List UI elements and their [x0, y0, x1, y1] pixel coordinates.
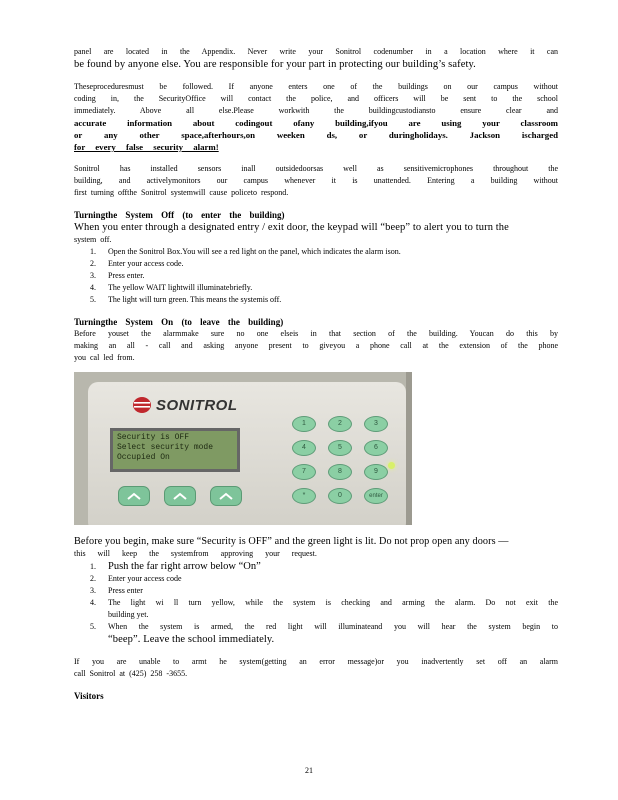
- sonitrol-line-1: Sonitrol has installed sensors inall outsidedoorsas well as sensitivemicrophones throughout the: [74, 164, 558, 173]
- keypad-body: [88, 382, 406, 525]
- lcd-line-2: Select security mode: [117, 443, 214, 452]
- unable-line-2: call Sonitrol at (425) 258 -3655.: [74, 669, 188, 678]
- keypad-key-8: 8: [328, 464, 352, 480]
- page-number: 21: [305, 766, 313, 775]
- sonitrol-line-3: first turning offthe Sonitrol systemwill cause policeto respond.: [74, 188, 289, 197]
- lcd-line-3: Occupied On: [117, 453, 170, 462]
- keypad-key-star: *: [292, 488, 316, 504]
- before-section: [74, 535, 558, 646]
- turn-on-line-3: you cal led from.: [74, 353, 135, 362]
- turn-off-intro-cont: system off.: [74, 235, 112, 244]
- sonitrol-logo: [132, 396, 252, 416]
- green-status-light: [388, 462, 395, 469]
- chevron-up-icon: [172, 491, 188, 501]
- intro-line-1: panel are located in the Appendix. Never write your Sonitrol codenumber in a location where it can: [74, 47, 558, 56]
- list-item: 2. Enter your access code: [90, 574, 182, 583]
- lcd-line-1: Security is OFF: [117, 433, 190, 442]
- sonitrol-logo-icon: [132, 396, 152, 414]
- keypad-key-0: 0: [328, 488, 352, 504]
- before-intro-cont: this will keep the systemfrom approving your request.: [74, 549, 317, 558]
- keypad-arrow-middle: [164, 486, 196, 506]
- keypad-key-4: 4: [292, 440, 316, 456]
- procedures-line-3: immediately. Above all else.Please workwith the buildingcustodiansto ensure clear and: [74, 106, 558, 115]
- list-item: 4. The yellow WAIT lightwill illuminatebriefly.: [90, 283, 253, 292]
- before-intro: Before you begin, make sure “Security is OFF” and the green light is lit. Do not prop open any doors —: [74, 536, 509, 547]
- keypad-photo: [74, 372, 412, 525]
- keypad-key-1: 1: [292, 416, 316, 432]
- turn-off-steps: [74, 246, 558, 306]
- keypad-key-3: 3: [364, 416, 388, 432]
- keypad-key-enter: enter: [364, 488, 388, 504]
- keypad-arrow-right: [210, 486, 242, 506]
- list-item: 1. Open the Sonitrol Box.You will see a red light on the panel, which indicates the alarm ison.: [90, 247, 401, 256]
- keypad-arrow-left: [118, 486, 150, 506]
- list-item: 3. Press enter.: [90, 271, 145, 280]
- procedures-line-6: for every false security alarm!: [74, 142, 219, 152]
- keypad-display: [110, 428, 240, 472]
- keypad-key-9: 9: [364, 464, 388, 480]
- keypad-key-7: 7: [292, 464, 316, 480]
- intro-line-2: be found by anyone else. You are responsible for your part in protecting our building’s safety.: [74, 59, 476, 70]
- procedures-line-1: Theseproceduresmust be followed. If anyone enters one of the buildings on our campus without: [74, 82, 558, 91]
- procedures-paragraph: [74, 81, 558, 153]
- visitors-heading: Visitors: [74, 691, 104, 701]
- keypad-key-2: 2: [328, 416, 352, 432]
- wall-edge: [406, 372, 412, 525]
- procedures-line-4: accurate information about codingout ofany building,ifyou are using your classroom: [74, 118, 558, 128]
- turn-on-line-2: making an all - call and asking anyone present to giveyou a phone call at the extension of the phone: [74, 341, 558, 350]
- turn-on-heading: Turningthe System On (to leave the building): [74, 317, 284, 327]
- sonitrol-line-2: building, and activelymonitors our campus whenever it is unattended. Entering a building without: [74, 176, 558, 185]
- list-item: 5. When the system is armed, the red light will illuminateand you will hear the system begin to “beep”. Leave the school immediately.: [90, 622, 558, 645]
- turn-on-line-1: Before youset the alarmmake sure no one elseis in that section of the building. Youcan do this by: [74, 329, 558, 338]
- sonitrol-brand: SONITROL: [156, 397, 238, 414]
- arm-steps: [74, 560, 558, 646]
- list-item: 3. Press enter: [90, 586, 143, 595]
- chevron-up-icon: [126, 491, 142, 501]
- unable-paragraph: [74, 656, 558, 680]
- unable-line-1: If you are unable to armt he system(getting an error message)or you inadvertently set off an alarm: [74, 657, 558, 666]
- list-item: 4. The light wi ll turn yellow, while the system is checking and arming the alarm. Do not exit the building yet.: [90, 598, 558, 619]
- keypad-key-6: 6: [364, 440, 388, 456]
- keypad-key-5: 5: [328, 440, 352, 456]
- procedures-line-2: coding in, the SecurityOffice will contact the police, and officers will be sent to the school: [74, 94, 558, 103]
- sonitrol-paragraph: [74, 163, 558, 199]
- procedures-line-5: or any other space,afterhours,on weeken ds, or duringholidays. Jackson ischarged: [74, 130, 558, 140]
- list-item: 1. Push the far right arrow below “On”: [90, 561, 261, 572]
- turn-off-section: [74, 209, 558, 306]
- turn-off-heading: Turningthe System Off (to enter the building): [74, 210, 285, 220]
- list-item: 2. Enter your access code.: [90, 259, 184, 268]
- chevron-up-icon: [218, 491, 234, 501]
- document-page: [74, 46, 558, 702]
- turn-off-intro: When you enter through a designated entry / exit door, the keypad will “beep” to alert you to turn the: [74, 222, 509, 233]
- turn-on-section: [74, 316, 558, 364]
- list-item: 5. The light will turn green. This means the systemis off.: [90, 295, 282, 304]
